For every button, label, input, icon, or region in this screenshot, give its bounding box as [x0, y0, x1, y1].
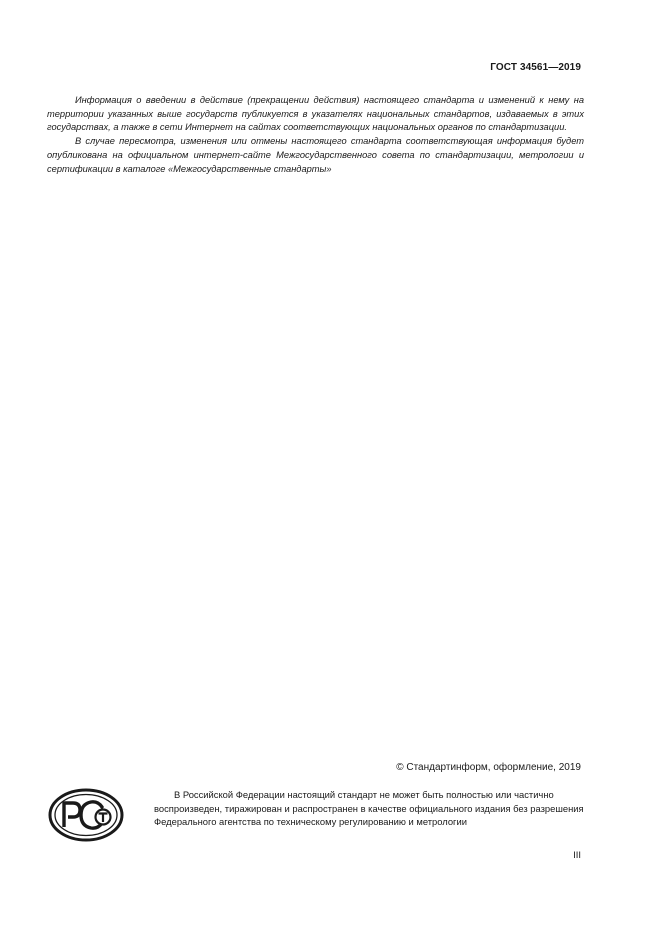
page-number: III	[573, 850, 581, 861]
rst-logo-icon	[47, 787, 125, 843]
rst-certification-logo	[47, 787, 125, 843]
reproduction-notice	[154, 788, 585, 829]
copyright-line: © Стандартинформ, оформление, 2019	[396, 762, 581, 773]
intro-paragraph-1: Информация о введении в действие (прекращении действия) настоящего стандарта и изменений к нему на территории указанных выше государств публикуется в указателях национальных стандартов, издаваемых в этих государствах, а также в сети Интернет на сайтах соответствующих национальных органов по стандартизации.	[47, 95, 584, 133]
intro-text-block	[47, 94, 584, 176]
intro-paragraph-2: В случае пересмотра, изменения или отмены настоящего стандарта соответствующая информация будет опубликована на официальном интернет-сайте Межгосударственного совета по стандартизации, метрологии и сертификации в каталоге «Межгосударственные стандарты»	[47, 136, 584, 174]
standard-number-header: ГОСТ 34561—2019	[490, 62, 581, 73]
reproduction-notice-text: В Российской Федерации настоящий стандарт не может быть полностью или частично воспроизведен, тиражирован и распространен в качестве официального издания без разрешения Федерального агентства по техническому регулированию и метрологии	[154, 789, 584, 828]
